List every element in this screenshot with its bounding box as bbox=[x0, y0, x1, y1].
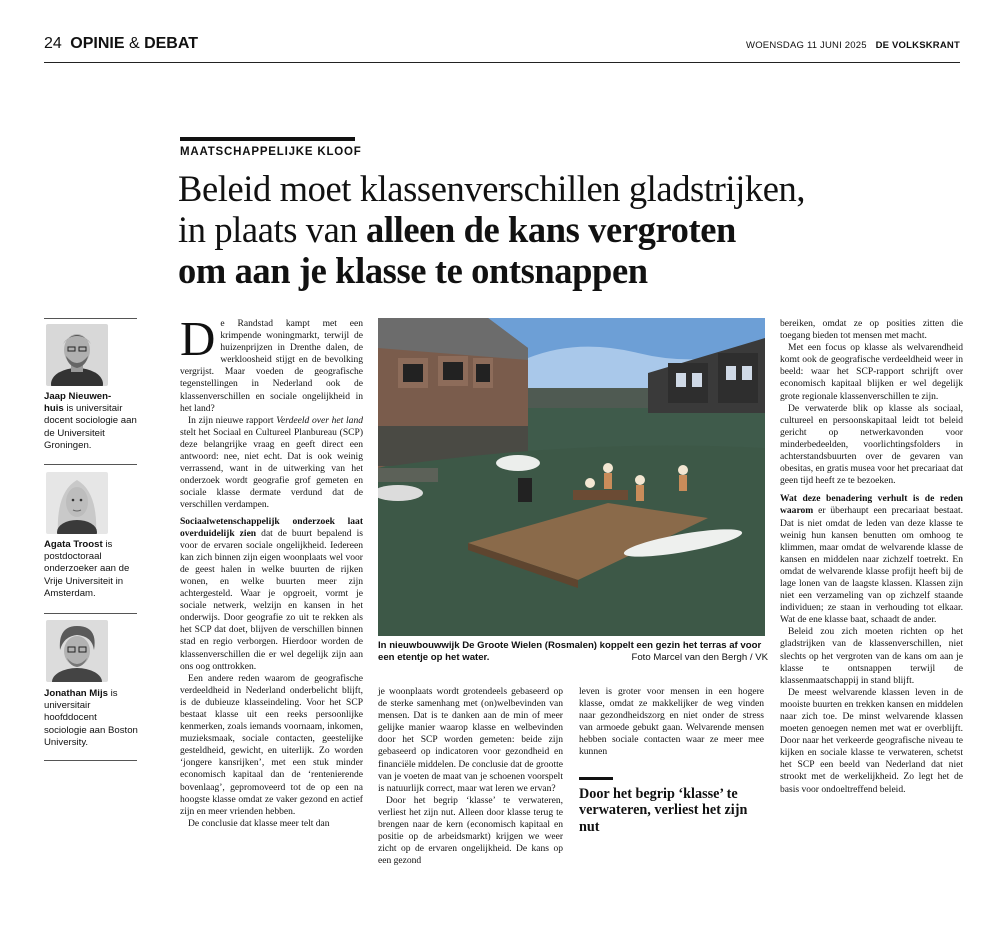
publication-name: DE VOLKSKRANT bbox=[875, 40, 960, 51]
author-bio-2 bbox=[44, 539, 142, 600]
author-photo-jonathan bbox=[46, 620, 108, 682]
article-column-4 bbox=[780, 318, 963, 796]
page-number: 24 bbox=[44, 35, 62, 52]
article-kicker: MAATSCHAPPELIJKE KLOOF bbox=[180, 146, 362, 158]
author-name: Jonathan Mijs bbox=[44, 688, 108, 699]
pull-quote-rule bbox=[579, 777, 613, 780]
article-paragraph: Wat deze benadering verhult is de reden waarom er überhaupt een precariaat bestaat. Dat is niet omdat de leden van deze klasse te weinig hun kansen benutten om omhoog te klimmen, maar omdat de welvarende klasse de kansen en middelen naar zichzelf toetrekt. En omdat de welvarende klasse profijt heeft bij de lage lonen van de laagste klassen. Klassen zijn niet een verzameling van op zichzelf staande individuen; ze staan in verhouding tot elkaar. Wat de ene klasse baat, schaadt de ander. bbox=[780, 493, 963, 626]
article-paragraph: Een andere reden waarom de geografische verdeeldheid in Nederland onderbelicht blijft, is de dubieuze klasseindeling. Voor het SCP bestaat klasse uit een reeks persoonlijke kenmerken, zoals iemands voornaam, inkomen, muzieksmaak, sociale contacten, geestelijke gesteldheid, gewicht, en uiterlijk. Zo worden ‘jongere kansrijken’, met een stuk minder economisch kapitaal dan de ‘rentenierende bovenlaag’, gepromoveerd tot de op een na hoogste klasse omdat ze vaker gezond en actief zijn en meer vrienden hebben. bbox=[180, 672, 363, 817]
article-headline bbox=[178, 168, 898, 291]
pull-quote: Door het begrip ‘klasse’ te verwateren, verliest het zijn nut bbox=[579, 786, 748, 835]
article-paragraph: Sociaalwetenschappelijk onderzoek laat overduidelijk zien dat de buurt bepalend is voor de ervaren sociale ongelijkheid. Iedereen kan zich binnen zijn eigen woonplaats wel voor de geest halen in welke buurten de rijken wonen, en welke buurten meer zijn achtergesteld. Waar je opgroeit, vormt je sociale netwerk, welzijn en kansen in het onderwijs. Door geografie zo uit te rekken als het SCP dat doet, blijven de verschillen binnen stad en regio verborgen. Hierdoor worden de klassenverschillen die er wel degelijk zijn aan ons oog onttrokken. bbox=[180, 515, 363, 672]
section-name-2: DEBAT bbox=[144, 35, 198, 52]
photo-caption bbox=[378, 640, 768, 664]
article-paragraph: De Randstad kampt met een krimpende woningmarkt, terwijl de huizenprijzen in Drenthe dalen, de werkloosheid stijgt en de bevolking vergrijst. Maar voeden de geografische tegenstellingen in Nederland ook de klassenverschillen en sociale ongelijkheid in het land? bbox=[180, 311, 363, 414]
bio-rule bbox=[44, 318, 137, 319]
photo-credit: Foto Marcel van den Bergh / VK bbox=[631, 652, 768, 663]
article-paragraph: De conclusie dat klasse meer telt dan bbox=[188, 817, 330, 829]
author-bio-1 bbox=[44, 391, 142, 452]
author-name: Agata Troost bbox=[44, 539, 103, 550]
issue-date: WOENSDAG 11 JUNI 2025 bbox=[746, 40, 867, 51]
article-column-2 bbox=[378, 686, 563, 867]
article-paragraph: leven is groter voor mensen in een hogere klasse, omdat ze makkelijker de weg vinden naar gezondheidszorg en niet onder de stress van armoede gebukt gaan. Welvarende mensen hebben sociale contacten waar ze meer mee kunnen bbox=[579, 686, 764, 758]
article-paragraph: De meest welvarende klassen leven in de mooiste buurten en trekken kansen en middelen naar zich toe. De minst welvarende klassen moeten genoegen nemen met wat er overblijft. Door naar het verkeerde geografische niveau te kijken en sociale klasse te verwateren, schetst het SCP een beeld van Nederland dat niet strookt met de werkelijkheid. Zo legt het de basis voor ondoeltreffend beleid. bbox=[780, 686, 963, 795]
article-paragraph: De verwaterde blik op klasse als sociaal, cultureel en persoonskapitaal leidt tot beleid gericht op netwerkavonden voor minderbedeelden, voorlichtingsfolders in achterstandsbuurten over de gevaren van obesitas, en gratis musea voor het precariaat dat geen tijd heeft ze te bezoeken. bbox=[780, 402, 963, 487]
article-column-1 bbox=[180, 311, 363, 830]
author-name: Jaap Nieuwen- huis bbox=[44, 391, 112, 415]
page-header-left bbox=[44, 35, 198, 53]
dateline bbox=[746, 40, 960, 51]
article-photo bbox=[378, 318, 765, 636]
article-paragraph: Beleid zou zich moeten richten op het gladstrijken van de klassenverschillen, niet slechts op het vergroten van de kans om aan je klasse te ontsnappen terwijl de klassenmaatschappij in stand blijft. bbox=[780, 626, 963, 686]
section-ampersand: & bbox=[128, 35, 140, 52]
article-paragraph: Met een focus op klasse als welvarendheid komt ook de geografische verdeeldheid weer in beeld: waar het SCP-rapport schrijft over economisch kapitaal blijken er wel degelijk grote regionale klassenverschillen te zijn. bbox=[780, 342, 963, 402]
section-name: OPINIE bbox=[70, 35, 125, 52]
bio-rule bbox=[44, 613, 137, 614]
masthead bbox=[44, 33, 960, 63]
article-paragraph: In zijn nieuwe rapport Verdeeld over het land stelt het Sociaal en Cultureel Planbureau (SCP) deze belangrijke vraag en geeft direct een antwoord: nee, niet echt. Dat is ook weinig verrassend, want in de uitwerking van het onderzoek wordt geografie grof gemeten en sociale klasse dermate verdund dat de verschillen verdampen. bbox=[180, 414, 363, 511]
author-bio-text: is universitair hoofddocent sociologie aan Boston University. bbox=[44, 688, 138, 748]
headline-line-2-bold: alleen de kans vergroten bbox=[366, 209, 736, 250]
photo-illustration bbox=[378, 318, 765, 636]
headline-line-1: Beleid moet klassenverschillen gladstrijken, bbox=[178, 168, 806, 209]
article-paragraph: bereiken, omdat ze op posities zitten die toegang bieden tot mensen met macht. bbox=[780, 318, 963, 342]
article-paragraph: Door het begrip ‘klasse’ te verwateren, verliest het zijn nut. Alleen door klasse terug te brengen naar de kern (economisch kapitaal en positie op de arbeidsmarkt) krijgen we weer zicht op de ervaren ongelijkheid. De kans op een gezond bbox=[378, 794, 563, 867]
caption-text: In nieuwbouwwijk De Groote Wielen (Rosmalen) koppelt een gezin het terras af voor een etentje op het water. bbox=[378, 640, 762, 663]
author-photo-jaap bbox=[46, 324, 108, 386]
author-bio-3 bbox=[44, 688, 142, 749]
article-paragraph: je woonplaats wordt grotendeels gebaseerd op de sterke samenhang met (on)welbevinden van mensen. Dat is te danken aan de min of meer gelijke manier waarop klasse en welbevinden door het SCP worden gemeten: beide zijn gebaseerd op indicatoren voor gezondheid en financiële middelen. De conclusie dat de grootte van je voeten de maat van je schoenen voorspelt is natuurlijk correct, maar wat leren we ervan? bbox=[378, 686, 563, 794]
headline-line-3: om aan je klasse te ontsnappen bbox=[178, 250, 648, 291]
kicker-rule bbox=[180, 137, 355, 141]
bio-rule bbox=[44, 464, 137, 465]
drop-cap: D bbox=[180, 311, 216, 366]
author-bio-text: is postdoctoraal onderzoeker aan de Vrije Universiteit in Amsterdam. bbox=[44, 539, 130, 599]
author-bio-text: is universitair docent sociologie aan de Universiteit Groningen. bbox=[44, 403, 137, 451]
author-photo-agata bbox=[46, 472, 108, 534]
bio-rule bbox=[44, 760, 137, 761]
headline-line-2-light: in plaats van bbox=[178, 209, 367, 250]
article-column-3 bbox=[579, 686, 764, 759]
